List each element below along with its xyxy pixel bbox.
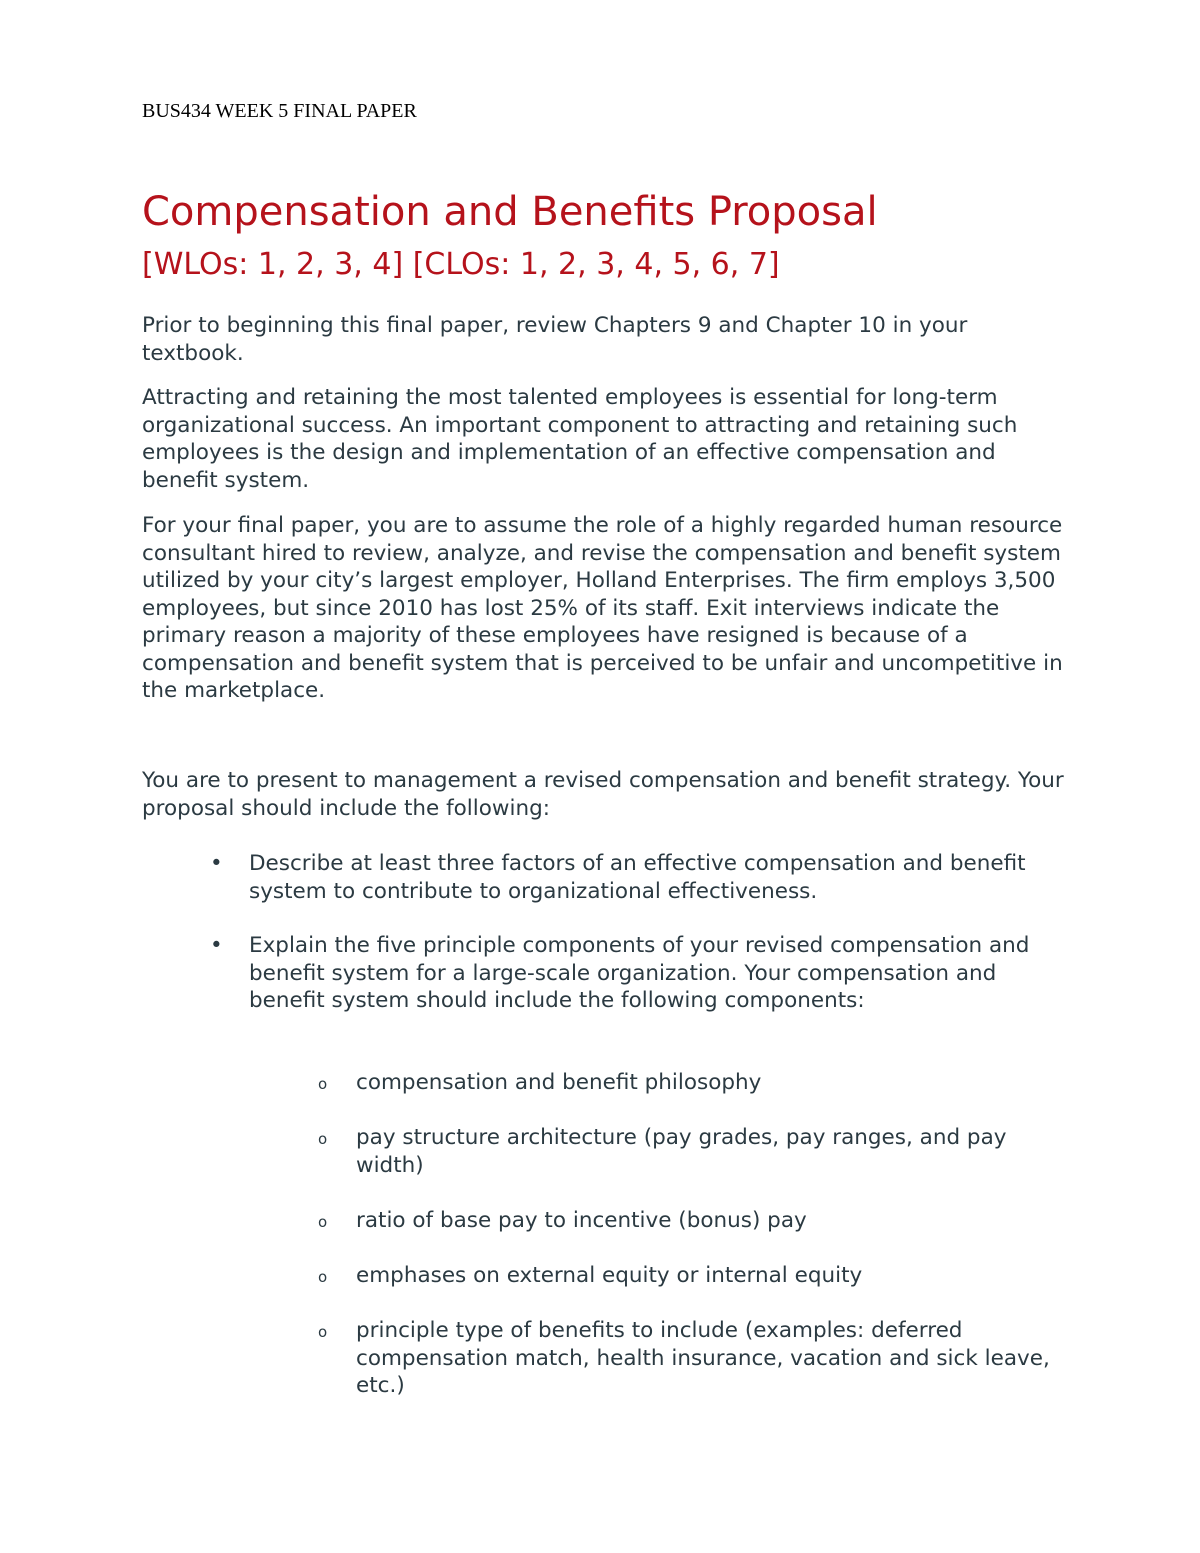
bullet-item	[142, 932, 1072, 1015]
sub-list-text: pay structure architecture (pay grades, pay ranges, and pay width)	[356, 1125, 1007, 1178]
context-paragraph: Attracting and retaining the most talented employees is essential for long-term organizational success. An important component to attracting and retaining such employees is the design and implementation of an effective compensation and benefit system.	[142, 385, 1018, 493]
bullet-text: Describe at least three factors of an effective compensation and benefit system to contribute to organizational effectiveness.	[249, 851, 1026, 904]
bullet-icon: •	[210, 933, 223, 958]
bullet-item	[142, 850, 1072, 905]
page-title: Compensation and Benefits Proposal	[142, 189, 878, 235]
task-paragraph: You are to present to management a revised compensation and benefit strategy. Your proposal should include the following:	[142, 768, 1064, 821]
bullet-icon: •	[210, 851, 223, 876]
sub-list-item	[142, 1124, 1072, 1179]
sub-list-item	[142, 1317, 1072, 1400]
course-header: BUS434 WEEK 5 FINAL PAPER	[142, 100, 417, 122]
sub-list-text: emphases on external equity or internal equity	[356, 1263, 863, 1288]
sub-list-text: ratio of base pay to incentive (bonus) pay	[356, 1208, 807, 1233]
circle-bullet-icon: o	[318, 1130, 328, 1148]
intro-paragraph: Prior to beginning this final paper, review Chapters 9 and Chapter 10 in your textbook.	[142, 313, 968, 366]
sub-list-item	[142, 1069, 1072, 1097]
circle-bullet-icon: o	[318, 1213, 328, 1231]
circle-bullet-icon: o	[318, 1075, 328, 1093]
sub-list-text: principle type of benefits to include (examples: deferred compensation match, health insurance, vacation and sick leave, etc.)	[356, 1318, 1050, 1398]
circle-bullet-icon: o	[318, 1323, 328, 1341]
bullet-text: Explain the five principle components of your revised compensation and benefit system for a large-scale organization. Your compensation and benefit system should include the following components:	[249, 933, 1030, 1013]
scenario-paragraph: For your final paper, you are to assume the role of a highly regarded human resource consultant hired to review, analyze, and revise the compensation and benefit system utilized by your city’s largest employer, Holland Enterprises. The firm employs 3,500 employees, but since 2010 has lost 25% of its staff. Exit interviews indicate the primary reason a majority of these employees have resigned is because of a compensation and benefit system that is perceived to be unfair and uncompetitive in the marketplace.	[142, 513, 1063, 703]
sub-list-text: compensation and benefit philosophy	[356, 1070, 762, 1095]
circle-bullet-icon: o	[318, 1268, 328, 1286]
sub-list-item	[142, 1207, 1072, 1235]
learning-outcomes: [WLOs: 1, 2, 3, 4] [CLOs: 1, 2, 3, 4, 5, 6, 7]	[142, 247, 780, 282]
sub-list-item	[142, 1262, 1072, 1290]
